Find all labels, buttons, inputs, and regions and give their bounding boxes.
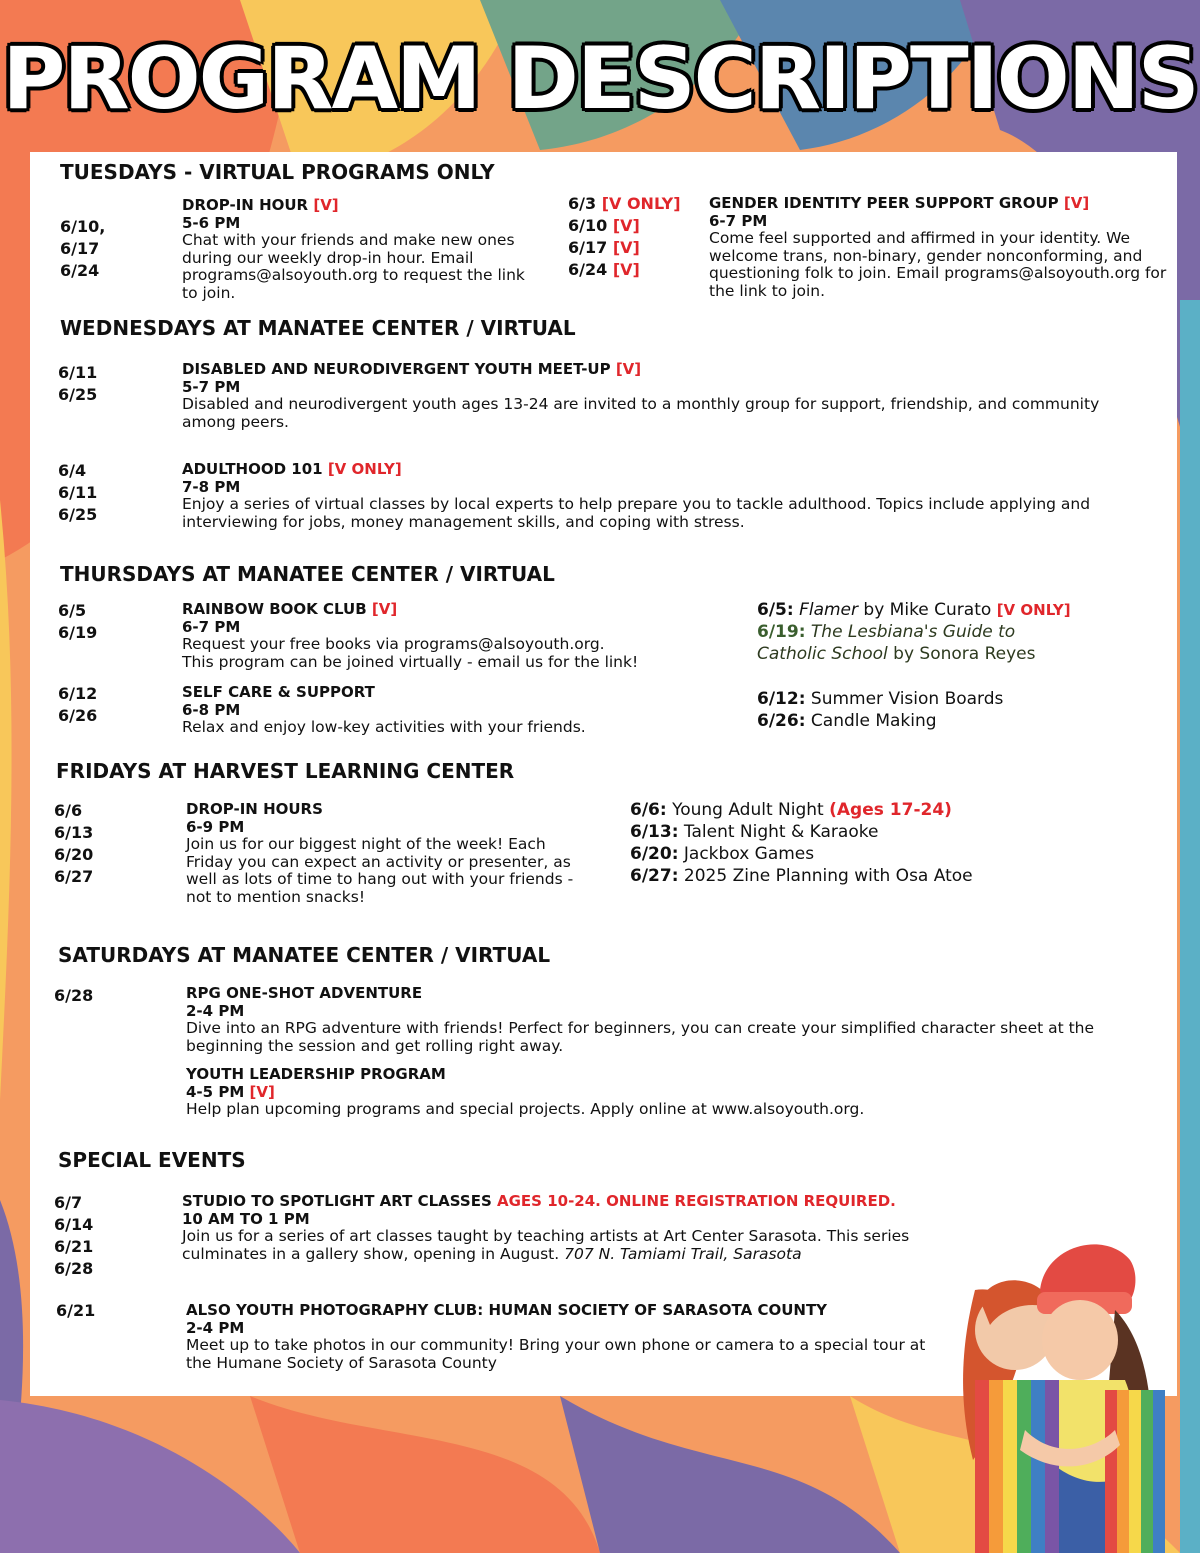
- friday-schedule: [630, 799, 973, 887]
- selfcare-block: [182, 683, 742, 737]
- photo-desc: Meet up to take photos in our community! Bring your own phone or camera to a special tour at the Humane Society of Sarasota County: [186, 1336, 926, 1372]
- adulthood-time: 7-8 PM: [182, 478, 241, 496]
- disabled-dates: 6/11 6/25: [58, 363, 98, 404]
- dropin-dates: 6/10, 6/17 6/24: [60, 217, 106, 280]
- virtual-tag: [V]: [249, 1083, 275, 1101]
- leadership-desc: Help plan upcoming programs and special projects. Apply online at www.alsoyouth.org.: [186, 1100, 865, 1118]
- bookclub-books: [757, 599, 1157, 665]
- section-heading-thursdays: THURSDAYS AT MANATEE CENTER / VIRTUAL: [60, 562, 555, 586]
- studio-desc: Join us for a series of art classes taught by teaching artists at Art Center Sarasota. This series culminates in a gallery show, opening in August.: [182, 1227, 910, 1263]
- section-heading-fridays: FRIDAYS AT HARVEST LEARNING CENTER: [56, 759, 515, 783]
- activity-item: 6/12: Summer Vision Boards: [757, 689, 1004, 709]
- adulthood-title: ADULTHOOD 101: [182, 460, 323, 478]
- gender-title: GENDER IDENTITY PEER SUPPORT GROUP: [709, 194, 1059, 212]
- gender-desc: Come feel supported and affirmed in your identity. We welcome trans, non-binary, gender nonconforming, and questioning folk to join. Email programs@alsoyouth.org for the link to join.: [709, 229, 1167, 300]
- photo-title: ALSO YOUTH PHOTOGRAPHY CLUB: HUMAN SOCIETY OF SARASOTA COUNTY: [186, 1301, 828, 1319]
- studio-time: 10 AM TO 1 PM: [182, 1210, 310, 1228]
- book-item: 6/5: Flamer by Mike Curato [V ONLY]: [757, 600, 1071, 620]
- adulthood-block: [182, 460, 1132, 531]
- friday-block: [186, 800, 578, 906]
- bookclub-time: 6-7 PM: [182, 618, 241, 636]
- studio-block: [182, 1192, 962, 1263]
- virtual-only-tag: [V ONLY]: [327, 460, 402, 478]
- studio-dates: 6/7 6/14 6/21 6/28: [54, 1193, 94, 1278]
- adulthood-dates: 6/4 6/11 6/25: [58, 461, 98, 524]
- friday-desc: Join us for our biggest night of the week! Each Friday you can expect an activity or presenter, as well as lots of time to hang out with your friends - not to mention snacks!: [186, 835, 574, 906]
- friday-title: DROP-IN HOURS: [186, 800, 323, 818]
- selfcare-title: SELF CARE & SUPPORT: [182, 683, 375, 701]
- section-heading-tuesdays: TUESDAYS - VIRTUAL PROGRAMS ONLY: [60, 160, 495, 184]
- selfcare-desc: Relax and enjoy low-key activities with your friends.: [182, 718, 586, 736]
- hugging-youths-illustration: [955, 1230, 1175, 1553]
- rpg-dates: 6/28: [54, 986, 94, 1005]
- rpg-desc: Dive into an RPG adventure with friends! Perfect for beginners, you can create your simplified character sheet at the beginning the session and get rolling right away.: [186, 1019, 1095, 1055]
- photo-time: 2-4 PM: [186, 1319, 245, 1337]
- virtual-tag: [V]: [313, 196, 339, 214]
- virtual-tag: [V]: [615, 360, 642, 378]
- section-heading-special: SPECIAL EVENTS: [58, 1148, 246, 1172]
- dropin-block: [182, 196, 562, 302]
- book-item-cont: Catholic School by Sonora Reyes: [757, 644, 1036, 664]
- schedule-item: 6/20: Jackbox Games: [630, 844, 815, 864]
- dropin-title: DROP-IN HOUR: [182, 196, 309, 214]
- rpg-block: [186, 984, 1136, 1055]
- book-item: 6/19: The Lesbiana's Guide to: [757, 622, 1016, 642]
- section-heading-saturdays: SATURDAYS AT MANATEE CENTER / VIRTUAL: [58, 943, 551, 967]
- gender-time: 6-7 PM: [709, 212, 768, 230]
- gender-block: [709, 194, 1174, 300]
- page-title: PROGRAM DESCRIPTIONS: [2, 29, 1198, 129]
- photo-block: [186, 1301, 936, 1372]
- schedule-item: 6/6: Young Adult Night (Ages 17-24): [630, 800, 952, 820]
- bookclub-desc-1: Request your free books via programs@alsoyouth.org.: [182, 635, 605, 653]
- selfcare-activities: [757, 688, 1003, 732]
- leadership-title: YOUTH LEADERSHIP PROGRAM: [186, 1065, 446, 1083]
- gender-dates: 6/3 [V ONLY] 6/10 [V] 6/17 [V] 6/24 [V]: [568, 194, 681, 279]
- virtual-tag: [V]: [1063, 194, 1090, 212]
- schedule-item: 6/13: Talent Night & Karaoke: [630, 822, 879, 842]
- disabled-title: DISABLED AND NEURODIVERGENT YOUTH MEET-UP: [182, 360, 611, 378]
- dropin-desc: Chat with your friends and make new ones during our weekly drop-in hour. Email programs@alsoyouth.org to request the link to join.: [182, 231, 525, 302]
- photo-dates: 6/21: [56, 1301, 96, 1320]
- bookclub-block: [182, 600, 742, 671]
- selfcare-dates: 6/12 6/26: [58, 684, 98, 725]
- leadership-time: 4-5 PM: [186, 1083, 245, 1101]
- adulthood-desc: Enjoy a series of virtual classes by local experts to help prepare you to tackle adulthood. Topics include applying and interviewing for jobs, money management skills, and coping with stress.: [182, 495, 1091, 531]
- activity-item: 6/26: Candle Making: [757, 711, 937, 731]
- bookclub-desc-2: This program can be joined virtually - email us for the link!: [182, 652, 639, 671]
- schedule-item: 6/27: 2025 Zine Planning with Osa Atoe: [630, 866, 973, 886]
- leadership-block: [186, 1065, 1136, 1119]
- selfcare-time: 6-8 PM: [182, 701, 241, 719]
- virtual-tag: [V]: [371, 600, 398, 618]
- disabled-time: 5-7 PM: [182, 378, 241, 396]
- studio-address: 707 N. Tamiami Trail, Sarasota: [564, 1244, 802, 1263]
- studio-title: STUDIO TO SPOTLIGHT ART CLASSES: [182, 1192, 492, 1210]
- disabled-block: [182, 360, 1132, 431]
- registration-note: AGES 10-24. ONLINE REGISTRATION REQUIRED.: [497, 1192, 896, 1210]
- rpg-title: RPG ONE-SHOT ADVENTURE: [186, 984, 423, 1002]
- bookclub-dates: 6/5 6/19: [58, 601, 98, 642]
- friday-dates: 6/6 6/13 6/20 6/27: [54, 801, 94, 886]
- bookclub-title: RAINBOW BOOK CLUB: [182, 600, 367, 618]
- dropin-time: 5-6 PM: [182, 214, 241, 232]
- section-heading-wednesdays: WEDNESDAYS AT MANATEE CENTER / VIRTUAL: [60, 316, 576, 340]
- disabled-desc: Disabled and neurodivergent youth ages 13-24 are invited to a monthly group for support, friendship, and community among peers.: [182, 395, 1100, 431]
- friday-time: 6-9 PM: [186, 818, 245, 836]
- rpg-time: 2-4 PM: [186, 1002, 245, 1020]
